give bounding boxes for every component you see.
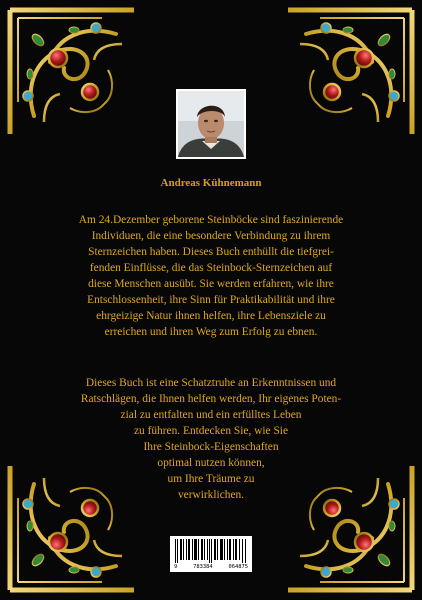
text-line: ehrgeizige Natur ihnen helfen, ihre Lebensziele zu [96,310,326,322]
barcode-group-right: 064875 [228,564,248,570]
text-line: Am 24.Dezember geborene Steinböcke sind faszinierende [78,214,344,226]
barcode-digits [174,564,248,570]
text-line: fenden Einflüsse, die das Steinbock-Sternzeichen auf [89,262,333,274]
barcode-digit-first: 9 [174,564,178,570]
text-line: Dieses Buch ist eine Schatztruhe an Erkenntnissen und [85,377,337,389]
text-line: um Ihre Träume zu [167,473,255,485]
text-line: erreichen und ihren Weg zum Erfolg zu ebnen. [104,326,318,338]
text-line: Ihre Steinbock-Eigenschaften [143,441,279,453]
text-line: Entschlossenheit, ihre Sinn für Praktikabilität und ihre [87,294,335,306]
author-portrait [178,91,244,157]
text-line: Ratschlägen, die Ihnen helfen werden, Ihr eigenes Poten- [80,393,342,405]
barcode-bars [174,539,248,563]
ornament-corner-icon [4,4,139,139]
barcode-group-left: 783384 [193,564,213,570]
author-name: Andreas Kühnemann [160,177,262,189]
description-paragraph-2 [40,375,382,503]
text-line: zial zu entfalten und ein erfülltes Leben [120,409,302,421]
isbn-barcode [170,536,252,572]
text-line: zu führen. Entdecken Sie, wie Sie [133,425,289,437]
ornament-corner-icon [283,4,418,139]
text-line: optimal nutzen können, [157,457,265,469]
text-line: verwirklichen. [177,489,245,501]
author-photo-frame [176,89,246,159]
description-paragraph-1 [40,212,382,340]
text-line: Individuen, die eine besondere Verbindung zu ihrem [91,230,331,242]
text-line: diese Menschen ausübt. Sie werden erfahren, wie ihre [88,278,334,290]
text-line: Sternzeichen haben. Dieses Buch enthüllt die tiefgrei- [88,246,334,258]
